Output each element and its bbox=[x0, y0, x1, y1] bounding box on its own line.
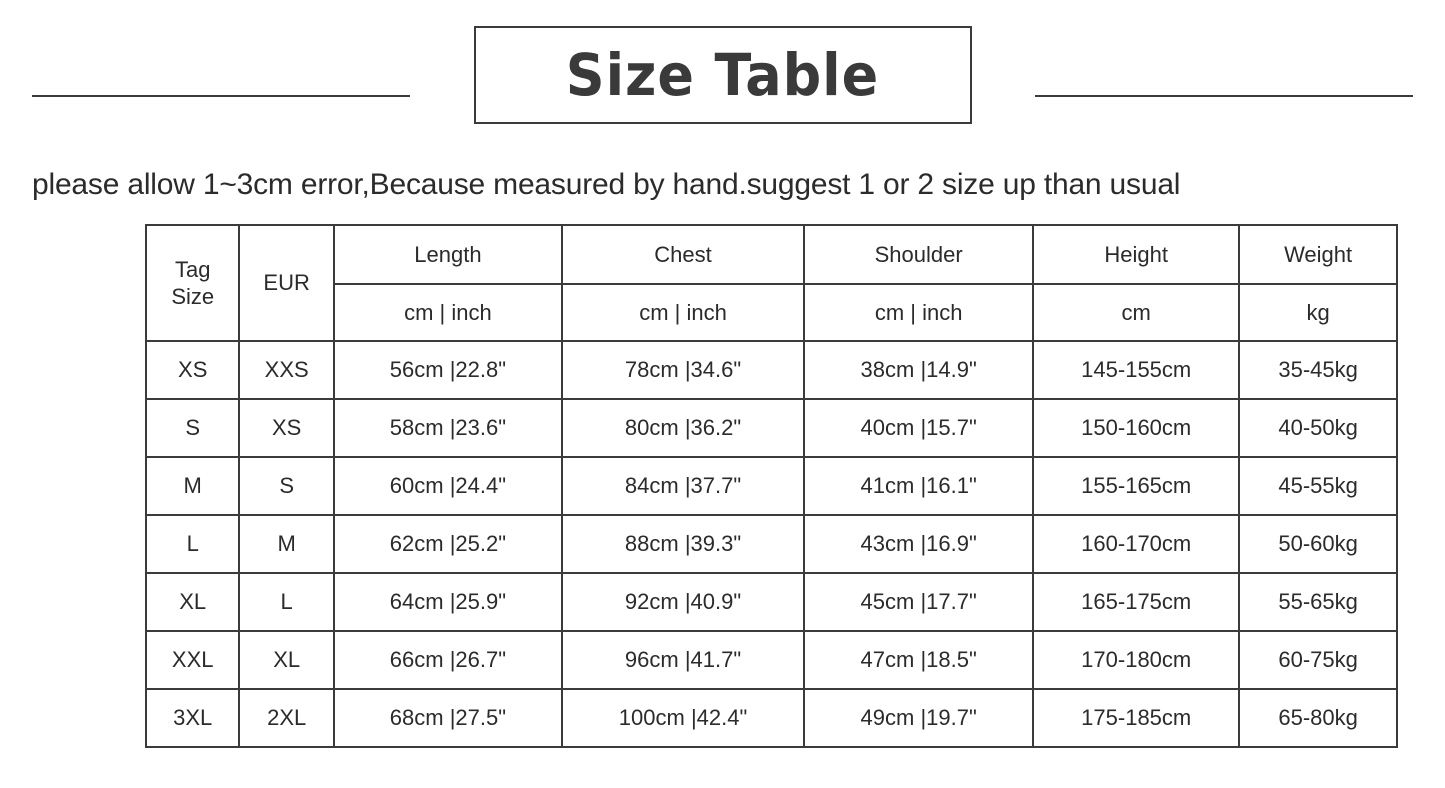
cell-weight: 60-75kg bbox=[1239, 631, 1397, 689]
header-shoulder: Shoulder bbox=[804, 225, 1033, 284]
size-table bbox=[145, 224, 1398, 748]
cell-shoulder: 47cm |18.5" bbox=[804, 631, 1033, 689]
page-title: Size Table bbox=[565, 41, 880, 109]
cell-eur: L bbox=[239, 573, 333, 631]
unit-height: cm bbox=[1033, 284, 1239, 341]
cell-weight: 50-60kg bbox=[1239, 515, 1397, 573]
title-banner bbox=[0, 0, 1445, 150]
unit-length: cm | inch bbox=[334, 284, 562, 341]
table-row bbox=[146, 689, 1397, 747]
title-rule-left bbox=[32, 95, 410, 97]
cell-shoulder: 49cm |19.7" bbox=[804, 689, 1033, 747]
cell-length: 62cm |25.2" bbox=[334, 515, 562, 573]
header-length: Length bbox=[334, 225, 562, 284]
cell-weight: 45-55kg bbox=[1239, 457, 1397, 515]
header-chest: Chest bbox=[562, 225, 804, 284]
cell-chest: 96cm |41.7" bbox=[562, 631, 804, 689]
header-tag-size bbox=[146, 225, 239, 341]
cell-chest: 100cm |42.4" bbox=[562, 689, 804, 747]
cell-weight: 65-80kg bbox=[1239, 689, 1397, 747]
cell-length: 58cm |23.6" bbox=[334, 399, 562, 457]
size-table-wrapper bbox=[145, 224, 1398, 748]
table-row bbox=[146, 515, 1397, 573]
table-row bbox=[146, 457, 1397, 515]
cell-tag: XXL bbox=[146, 631, 239, 689]
cell-eur: 2XL bbox=[239, 689, 333, 747]
table-row bbox=[146, 341, 1397, 399]
cell-eur: XL bbox=[239, 631, 333, 689]
cell-length: 68cm |27.5" bbox=[334, 689, 562, 747]
table-head bbox=[146, 225, 1397, 341]
cell-eur: XS bbox=[239, 399, 333, 457]
cell-height: 155-165cm bbox=[1033, 457, 1239, 515]
table-row bbox=[146, 399, 1397, 457]
table-row bbox=[146, 573, 1397, 631]
cell-height: 145-155cm bbox=[1033, 341, 1239, 399]
cell-eur: M bbox=[239, 515, 333, 573]
cell-chest: 80cm |36.2" bbox=[562, 399, 804, 457]
cell-chest: 78cm |34.6" bbox=[562, 341, 804, 399]
cell-chest: 84cm |37.7" bbox=[562, 457, 804, 515]
cell-shoulder: 43cm |16.9" bbox=[804, 515, 1033, 573]
unit-weight: kg bbox=[1239, 284, 1397, 341]
table-header-row-units bbox=[146, 284, 1397, 341]
cell-weight: 40-50kg bbox=[1239, 399, 1397, 457]
header-tag-size-line2: Size bbox=[171, 284, 215, 309]
cell-tag: 3XL bbox=[146, 689, 239, 747]
cell-eur: XXS bbox=[239, 341, 333, 399]
cell-weight: 55-65kg bbox=[1239, 573, 1397, 631]
cell-tag: L bbox=[146, 515, 239, 573]
table-body bbox=[146, 341, 1397, 747]
cell-length: 60cm |24.4" bbox=[334, 457, 562, 515]
cell-height: 165-175cm bbox=[1033, 573, 1239, 631]
cell-eur: S bbox=[239, 457, 333, 515]
cell-shoulder: 40cm |15.7" bbox=[804, 399, 1033, 457]
title-rule-right bbox=[1035, 95, 1413, 97]
cell-chest: 92cm |40.9" bbox=[562, 573, 804, 631]
cell-tag: S bbox=[146, 399, 239, 457]
unit-shoulder: cm | inch bbox=[804, 284, 1033, 341]
cell-weight: 35-45kg bbox=[1239, 341, 1397, 399]
title-box bbox=[474, 26, 972, 124]
cell-tag: XL bbox=[146, 573, 239, 631]
cell-length: 66cm |26.7" bbox=[334, 631, 562, 689]
unit-chest: cm | inch bbox=[562, 284, 804, 341]
cell-height: 170-180cm bbox=[1033, 631, 1239, 689]
cell-length: 64cm |25.9" bbox=[334, 573, 562, 631]
table-row bbox=[146, 631, 1397, 689]
cell-shoulder: 38cm |14.9" bbox=[804, 341, 1033, 399]
cell-height: 175-185cm bbox=[1033, 689, 1239, 747]
header-weight: Weight bbox=[1239, 225, 1397, 284]
header-tag-size-line1: Tag bbox=[174, 256, 211, 282]
cell-chest: 88cm |39.3" bbox=[562, 515, 804, 573]
header-eur: EUR bbox=[239, 225, 333, 341]
cell-height: 160-170cm bbox=[1033, 515, 1239, 573]
header-height: Height bbox=[1033, 225, 1239, 284]
cell-tag: XS bbox=[146, 341, 239, 399]
cell-shoulder: 41cm |16.1" bbox=[804, 457, 1033, 515]
table-header-row-group bbox=[146, 225, 1397, 284]
cell-shoulder: 45cm |17.7" bbox=[804, 573, 1033, 631]
cell-height: 150-160cm bbox=[1033, 399, 1239, 457]
cell-tag: M bbox=[146, 457, 239, 515]
measurement-note: please allow 1~3cm error,Because measured by hand.suggest 1 or 2 size up than usual bbox=[32, 168, 1181, 201]
cell-length: 56cm |22.8" bbox=[334, 341, 562, 399]
